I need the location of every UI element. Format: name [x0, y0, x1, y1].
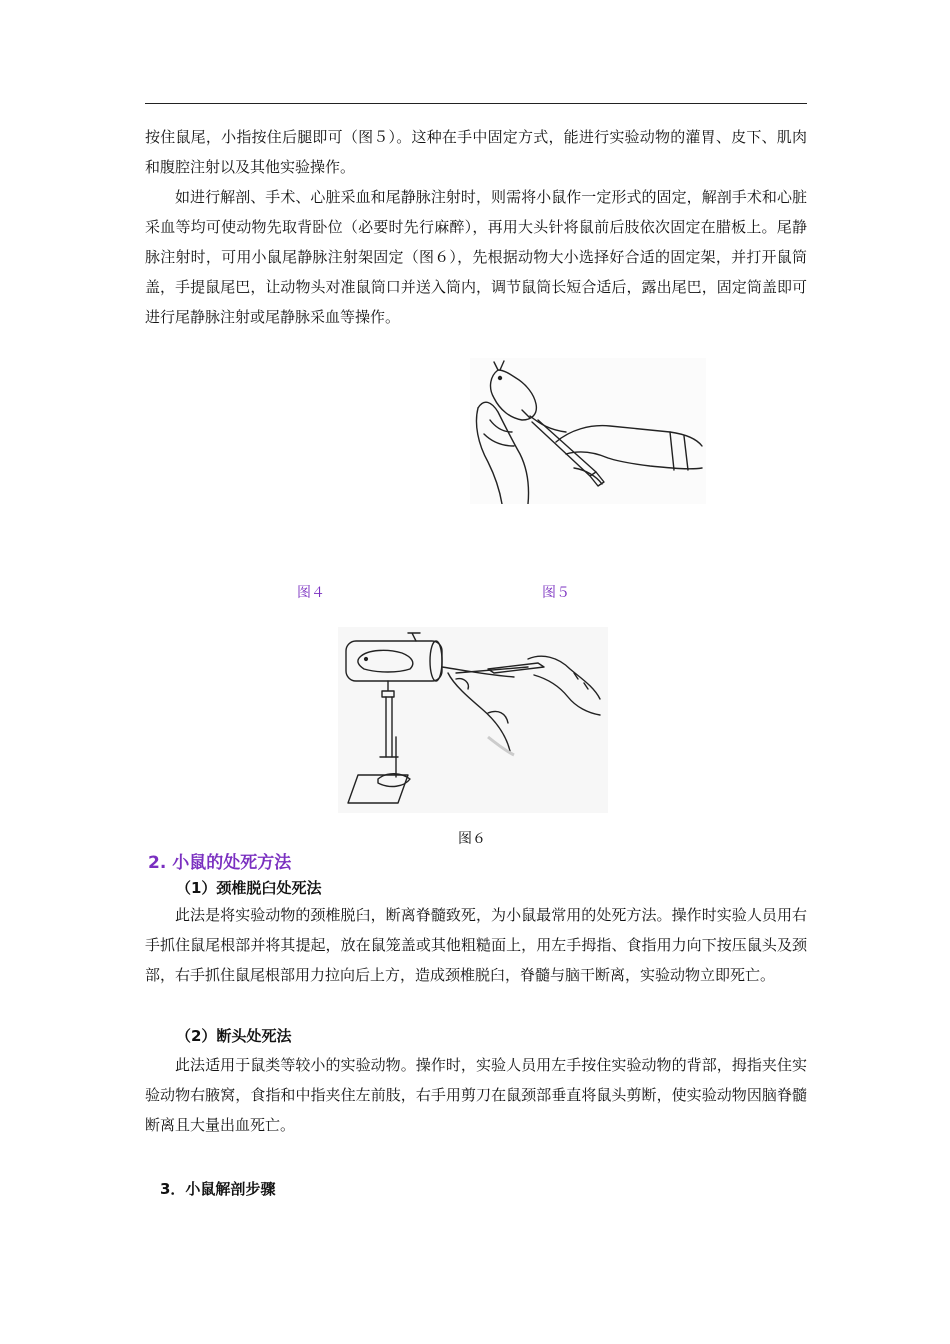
- paragraph-2: 如进行解剖、手术、心脏采血和尾静脉注射时，则需将小鼠作一定形式的固定，解剖手术和心脏采血等均可使动物先取背卧位（必要时先行麻醉），再用大头针将鼠前后肢依次固定在腊板上。尾静脉注射时，可用小鼠尾静脉注射架固定（图６），先根据动物大小选择好合适的固定架，并打开鼠筒盖，手提鼠尾巴，让动物头对准鼠筒口并送入筒内，调节鼠筒长短合适后，露出尾巴，固定筒盖即可进行尾静脉注射或尾静脉采血等操作。: [145, 188, 807, 326]
- figure-5-caption: 图５: [542, 585, 570, 601]
- subsection-2-text: 此法适用于鼠类等较小的实验动物。操作时，实验人员用左手按住实验动物的背部，拇指夹住实验动物右腋窝，食指和中指夹住左前肢，右手用剪刀在鼠颈部垂直将鼠头剪断，使实验动物因脑脊髓断离且大量出血死亡。: [145, 1056, 807, 1134]
- subsection-2-heading: （2）断头处死法: [176, 1027, 292, 1045]
- subsection-1-text: 此法是将实验动物的颈椎脱臼，断离脊髓致死，为小鼠最常用的处死方法。操作时实验人员用右手抓住鼠尾根部并将其提起，放在鼠笼盖或其他粗糙面上，用左手拇指、食指用力向下按压鼠头及颈部，右手抓住鼠尾根部用力拉向后上方，造成颈椎脱臼，脊髓与脑干断离，实验动物立即死亡。: [145, 906, 807, 984]
- paragraph-1: 按住鼠尾，小指按住后腿即可（图５）。这种在手中固定方式，能进行实验动物的灌胃、皮下、肌肉和腹腔注射以及其他实验操作。: [145, 128, 807, 176]
- header-rule: [145, 103, 807, 104]
- subsection-1-heading: （1）颈椎脱臼处死法: [176, 879, 322, 897]
- figure-6-illustration: [338, 627, 608, 813]
- figure-5-illustration: [470, 358, 706, 504]
- figure-4-caption: 图４: [297, 585, 325, 601]
- section-2-heading: 2. 小鼠的处死方法: [148, 853, 292, 873]
- figure-6-caption: 图６: [458, 831, 486, 847]
- section-3-heading: 3．小鼠解剖步骤: [160, 1180, 276, 1198]
